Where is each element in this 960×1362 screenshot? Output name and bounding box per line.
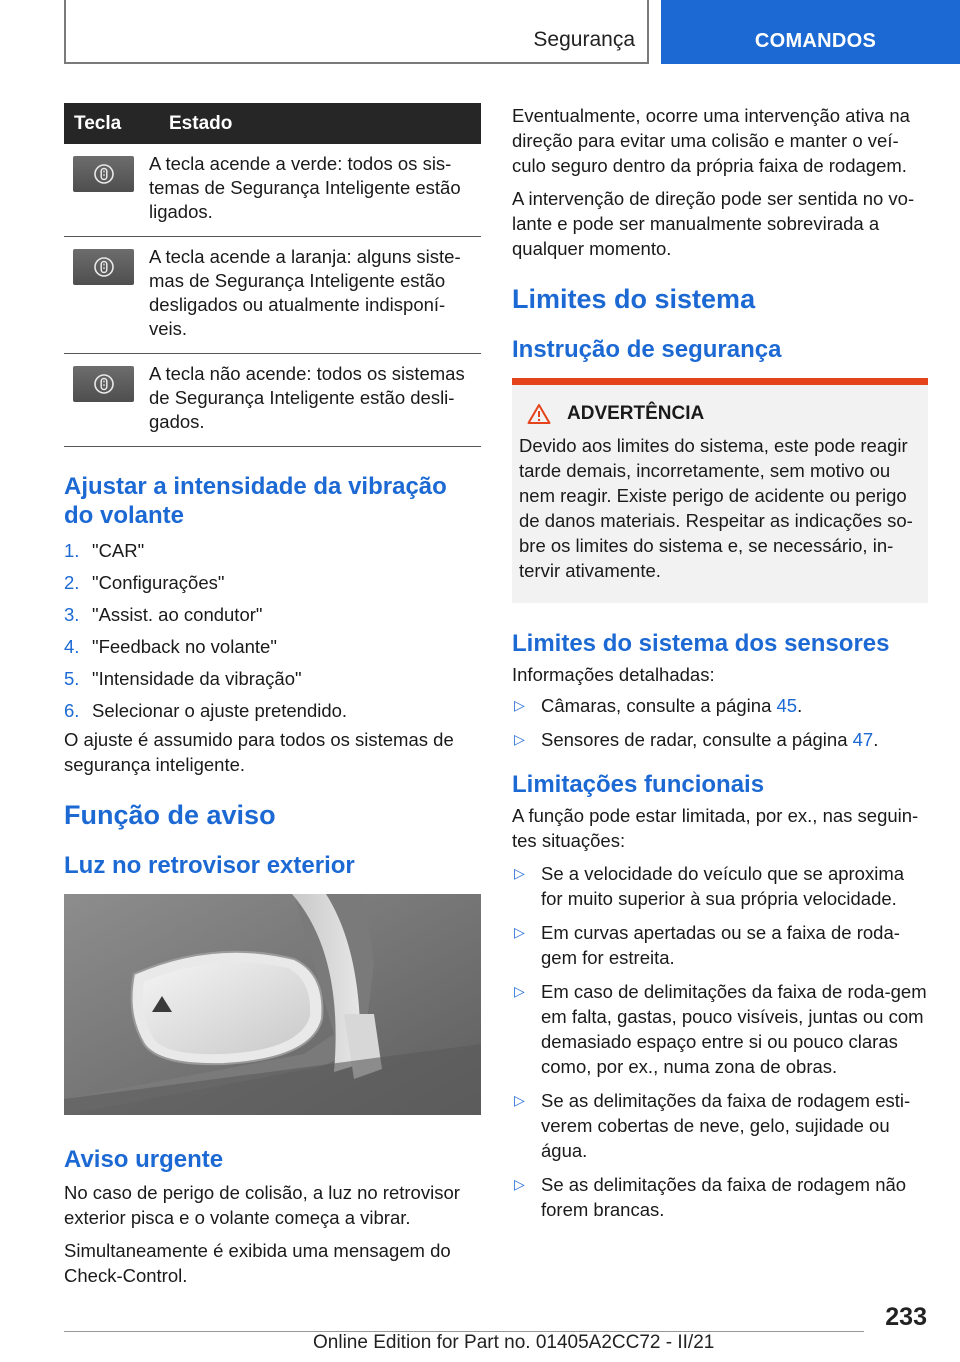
intervention-text: Eventualmente, ocorre uma intervenção ativa na direção para evitar uma colisão e manter o veí-culo seguro dentro da própria faixa de rodagem. <box>512 105 910 176</box>
assist-key-icon <box>73 249 134 285</box>
check-control-text: Simultaneamente é exibida uma mensagem do Check-Control. <box>64 1240 451 1286</box>
list-item: 4. "Feedback no volante" <box>64 636 277 657</box>
list-item: 2. "Configurações" <box>64 572 225 593</box>
vibration-steps <box>64 538 481 723</box>
table-header-row <box>64 103 481 144</box>
key-status-table <box>64 103 481 447</box>
right-column <box>512 103 928 1231</box>
list-item: ▷ Se a velocidade do veículo que se aproxima for muito superior à sua própria velocidade. <box>514 863 905 909</box>
bullet-triangle-icon: ▷ <box>514 865 525 881</box>
bullet-triangle-icon: ▷ <box>514 1092 525 1108</box>
system-limits-heading: Limites do sistema <box>512 284 756 314</box>
list-item: ▷ Sensores de radar, consulte a página 47. <box>514 729 879 750</box>
list-item: ▷ Câmaras, consulte a página 45. <box>514 695 803 716</box>
bullet-triangle-icon: ▷ <box>514 924 525 940</box>
table-row <box>64 354 481 447</box>
functional-list <box>512 861 928 1222</box>
sensor-limits-heading: Limites do sistema dos sensores <box>512 630 890 657</box>
safety-instruction-heading: Instrução de segurança <box>512 336 782 363</box>
warning-triangle-icon <box>527 403 551 425</box>
sensor-list <box>512 693 928 752</box>
bullet-triangle-icon: ▷ <box>514 1176 525 1192</box>
urgent-warning-text: No caso de perigo de colisão, a luz no retrovisor exterior pisca e o volante começa a vibrar. <box>64 1182 460 1228</box>
warning-text: Devido aos limites do sistema, este pode reagir tarde demais, incorretamente, sem motivo ou nem reagir. Existe perigo de acidente ou perigo de danos materiais. Respeitar as indicações so-bre os limites do sistema e, se necessário, in-tervir ativamente. <box>519 435 913 581</box>
sensor-intro: Informações detalhadas: <box>512 664 715 685</box>
left-column <box>64 103 481 1288</box>
warning-header <box>519 403 920 425</box>
side-mirror-illustration <box>64 894 481 1115</box>
footer-edition: Online Edition for Part no. 01405A2CC72 - II/21 <box>313 1332 715 1353</box>
table-row-status-text: A tecla acende a verde: todos os sis-temas de Segurança Inteligente estão ligados. <box>149 144 481 237</box>
header-chapter-tab[interactable]: COMANDOS <box>661 0 960 64</box>
list-item: ▷ Se as delimitações da faixa de rodagem esti-verem cobertas de neve, gelo, sujidade ou água. <box>514 1090 911 1161</box>
urgent-warning-heading: Aviso urgente <box>64 1146 224 1173</box>
table-row-status-text: A tecla acende a laranja: alguns siste-mas de Segurança Inteligente estão desligados ou atualmente indisponí-veis. <box>149 237 481 354</box>
table-row <box>64 144 481 237</box>
vibration-note: O ajuste é assumido para todos os sistemas de segurança inteligente. <box>64 729 454 775</box>
header-section-title: Segurança <box>533 28 635 51</box>
list-item: 1. "CAR" <box>64 540 145 561</box>
warning-function-heading: Função de aviso <box>64 800 276 830</box>
vibration-heading: Ajustar a intensidade da vibração do volante <box>64 473 447 529</box>
header-bottom-rule <box>64 62 649 64</box>
warning-box <box>512 378 928 603</box>
list-item: ▷ Em caso de delimitações da faixa de roda-gem em falta, gastas, pouco visíveis, juntas ou com demasiado espaço entre si ou pouco claras como, por ex., numa zona de obras. <box>514 981 927 1077</box>
list-item: ▷ Se as delimitações da faixa de rodagem não forem brancas. <box>514 1174 907 1220</box>
bullet-triangle-icon: ▷ <box>514 731 525 747</box>
header-divider <box>647 0 649 64</box>
page-link-cameras[interactable]: 45 <box>776 695 798 716</box>
table-row <box>64 237 481 354</box>
list-item: ▷ Em curvas apertadas ou se a faixa de roda-gem for estreita. <box>514 922 900 968</box>
list-item: 5. "Intensidade da vibração" <box>64 668 302 689</box>
functional-intro: A função pode estar limitada, por ex., nas seguin-tes situações: <box>512 805 919 851</box>
table-header-status: Estado <box>149 103 481 144</box>
assist-key-icon <box>73 366 134 402</box>
mirror-light-heading: Luz no retrovisor exterior <box>64 852 355 879</box>
assist-key-icon <box>73 156 134 192</box>
page-link-radar[interactable]: 47 <box>852 729 874 750</box>
warning-label: ADVERTÊNCIA <box>567 403 705 424</box>
table-header-key: Tecla <box>64 103 149 144</box>
header-left-rule <box>64 0 66 64</box>
list-item: 3. "Assist. ao condutor" <box>64 604 263 625</box>
page-number: 233 <box>885 1303 927 1331</box>
bullet-triangle-icon: ▷ <box>514 983 525 999</box>
bullet-triangle-icon: ▷ <box>514 697 525 713</box>
list-item: 6. Selecionar o ajuste pretendido. <box>64 700 348 721</box>
table-row-status-text: A tecla não acende: todos os sistemas de Segurança Inteligente estão desli-gados. <box>149 354 481 447</box>
steering-text: A intervenção de direção pode ser sentida no vo-lante e pode ser manualmente sobrevirada a qualquer momento. <box>512 188 915 259</box>
functional-limits-heading: Limitações funcionais <box>512 771 765 798</box>
